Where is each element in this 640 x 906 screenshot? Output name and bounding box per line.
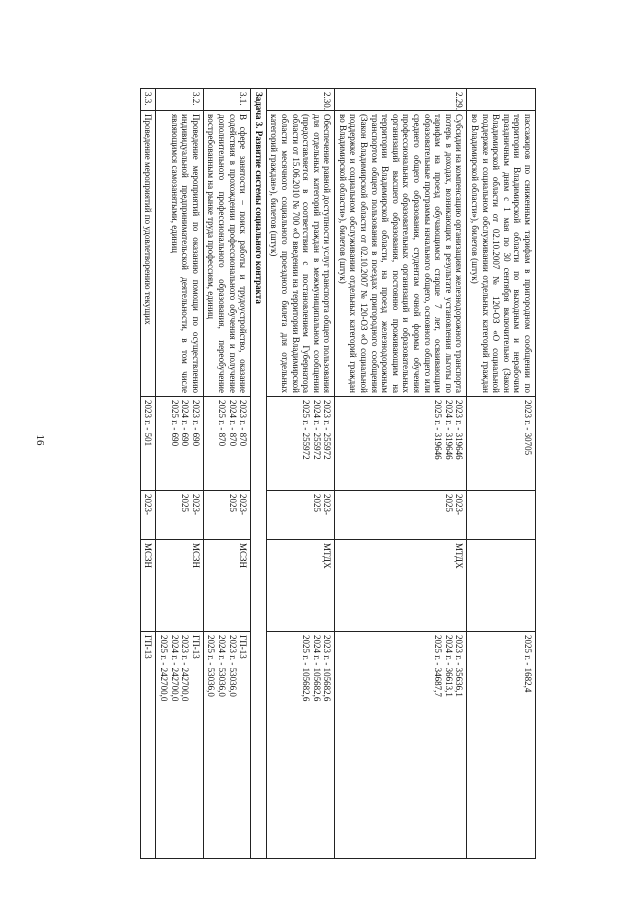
task-header: Задача 3. Развитие системы социального контракта (251, 89, 267, 859)
row-period: 2023- 2025 (266, 491, 335, 540)
table-row (203, 89, 250, 859)
row-executor (467, 540, 536, 632)
table-row (140, 89, 156, 859)
table-row (467, 89, 536, 859)
row-executor: МСЗН (156, 540, 203, 632)
row-executor: МТДХ (335, 540, 467, 632)
page-number: 16 (34, 434, 46, 446)
row-financing: 2023 г. - 35636,1 2024 г. - 36613,1 2025 г. - 34687,7 (335, 632, 467, 859)
row-description: Субсидии на компенсацию организациям железнодорожного транспорта потерь в доходах, возникающих в результате установления льготы по тарифам на проезд обучающимся старше 7 лет, осваивающим образовательные программы начального общего, основного общего или среднего общего образования, студентам очной формы обучения профессиональных образовательных организаций и образовательных организаций высшего образования, постоянно проживающим на территории Владимирской области, на проезд железнодорожным транспортом общего пользования в поездах пригородного сообщения (Закон Владимирской области от 02.10.2007 № 120-ОЗ «О социальной поддержке и социальном обслуживании отдельных категорий граждан во Владимирской области»), билетов (штук) (335, 111, 467, 397)
row-description: В сфере занятости – поиск работы и трудоустройство, оказание содействия в прохождении профессионального обучения и получение дополнительного профессионального образования, переобучение востребованным на рынке труда профессиям, единиц (203, 111, 250, 397)
row-number: 3.3. (140, 89, 156, 111)
table-row (266, 89, 335, 859)
row-executor: МСЗН (140, 540, 156, 632)
row-indicator-value: 2023 г. - 690 2024 г. - 690 2025 г. - 690 (156, 397, 203, 491)
row-number: 2.29. (335, 89, 467, 111)
row-indicator-value: 2023 г. - 319646 2024 г. - 319646 2025 г. - 319646 (335, 397, 467, 491)
row-period: 2023- 2025 (335, 491, 467, 540)
table-row (335, 89, 467, 859)
row-period: 2023- (140, 491, 156, 540)
row-financing: ГП-13 2023 г. - 53036,0 2024 г. - 53036,0 2025 г. - 53036,0 (203, 632, 250, 859)
row-description: Проведение мероприятий по оказанию помощи по осуществлению индивидуальной предпринимательской деятельности, в том числе являющимся самозанятыми, единиц (156, 111, 203, 397)
row-number (467, 89, 536, 111)
row-period: 2023- 2025 (203, 491, 250, 540)
row-financing: 2025 г. - 1682,4 (467, 632, 536, 859)
row-description: Обеспечение равной доступности услуг транспорта общего пользования для отдельных категорий граждан в межмуниципальном сообщении (предоставляется в соответствии с постановлением Губернатора области от 15.06.2010 № 700 «О введении на территории Владимирской области месячного социального проездного билета для отдельных категорий граждан»), билетов (штук) (266, 111, 335, 397)
row-indicator-value: 2023 г. - 30705 (467, 397, 536, 491)
table-row (156, 89, 203, 859)
row-executor: МТДХ (266, 540, 335, 632)
row-description: Проведение мероприятий по удовлетворению текущих (140, 111, 156, 397)
row-indicator-value: 2023 г. - 501 (140, 397, 156, 491)
row-financing: ГП-13 2023 г. - 242700,0 2024 г. - 242700,0 2025 г. - 242700,0 (156, 632, 203, 859)
row-financing: 2023 г. - 105682,6 2024 г. - 105682,6 2025 г. - 105682,6 (266, 632, 335, 859)
row-number: 3.1. (203, 89, 250, 111)
program-table (140, 88, 536, 859)
row-number: 3.2. (156, 89, 203, 111)
row-executor: МСЗН (203, 540, 250, 632)
task-header-row (251, 89, 267, 859)
row-indicator-value: 2023 г. - 870 2024 г. - 870 2025 г. - 870 (203, 397, 250, 491)
table-body (140, 89, 535, 859)
row-number: 2.30. (266, 89, 335, 111)
row-period: 2023- 2025 (156, 491, 203, 540)
row-description: пассажиров по сниженным тарифам в пригородном сообщении по территории Владимирской области по выходным и нерабочим праздничным дням с 1 мая по 30 сентября включительно (Закон Владимирской области от 02.10.2007 № 120-ОЗ «О социальной поддержке и социальном обслуживании отдельных категорий граждан во Владимирской области»), билетов (штук) (467, 111, 536, 397)
row-period (467, 491, 536, 540)
row-financing: ГП-13 (140, 632, 156, 859)
row-indicator-value: 2023 г. - 255972 2024 г. - 255972 2025 г. - 255972 (266, 397, 335, 491)
